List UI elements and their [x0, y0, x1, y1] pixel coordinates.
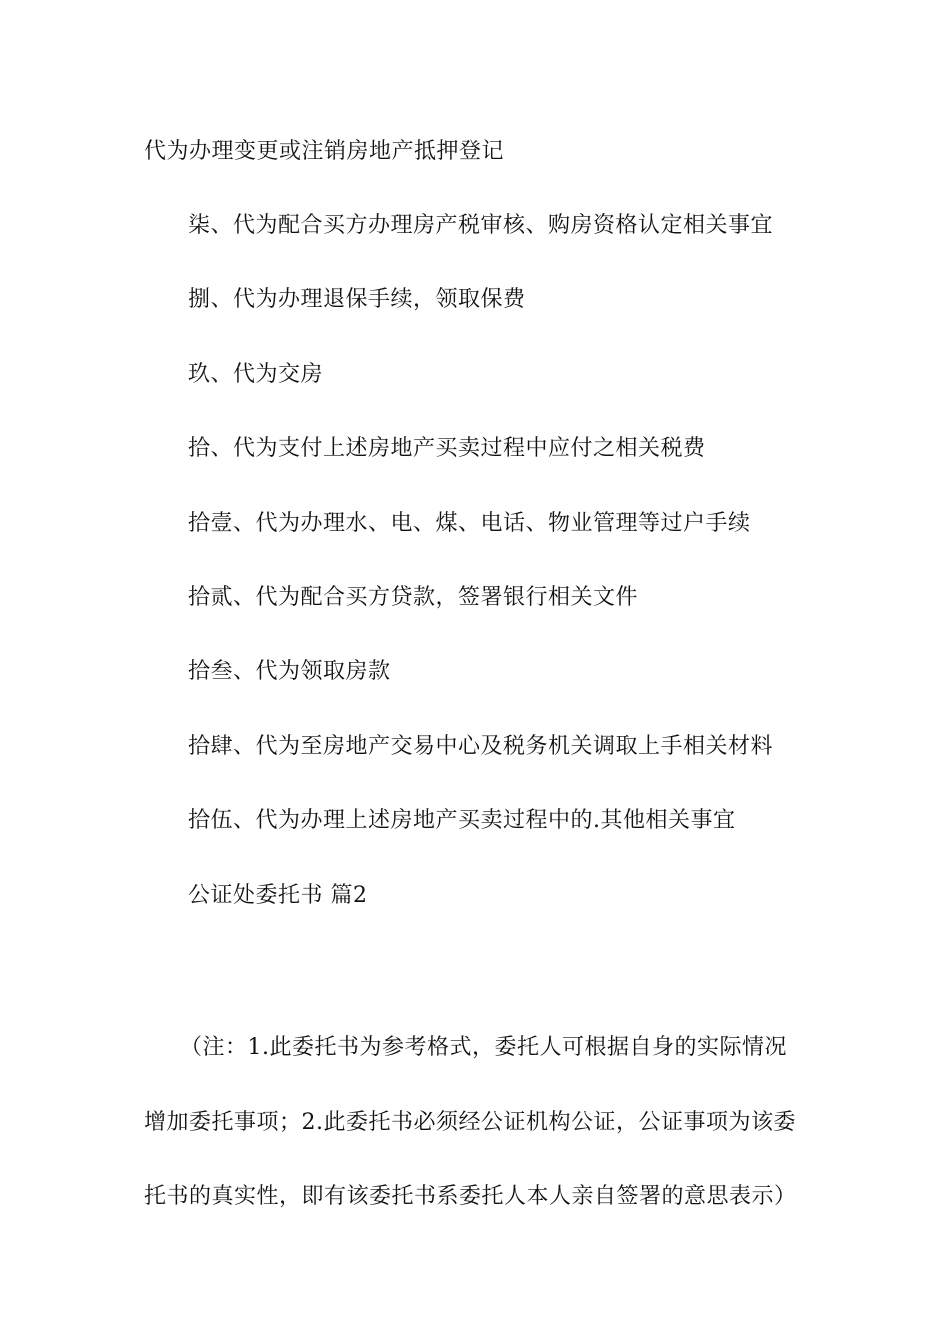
list-item-7: 柒、代为配合买方办理房产税审核、购房资格认定相关事宜: [188, 213, 774, 238]
list-item-12: 拾贰、代为配合买方贷款，签署银行相关文件: [188, 585, 639, 610]
note-line-1: （注：1.此委托书为参考格式，委托人可根据自身的实际情况: [180, 1035, 787, 1060]
note-line-2: 增加委托事项；2.此委托书必须经公证机构公证，公证事项为该委: [144, 1110, 796, 1135]
note-line-3: 托书的真实性，即有该委托书系委托人本人亲自签署的意思表示）: [144, 1184, 797, 1209]
section-heading: 公证处委托书 篇2: [188, 883, 368, 908]
list-item-8: 捌、代为办理退保手续，领取保费: [188, 287, 526, 312]
list-item-13: 拾叁、代为领取房款: [188, 659, 391, 684]
list-item-14: 拾肆、代为至房地产交易中心及税务机关调取上手相关材料: [188, 734, 774, 759]
list-item-15: 拾伍、代为办理上述房地产买卖过程中的.其他相关事宜: [188, 808, 736, 833]
list-item-10: 拾、代为支付上述房地产买卖过程中应付之相关税费: [188, 436, 706, 461]
list-item-11: 拾壹、代为办理水、电、煤、电话、物业管理等过户手续: [188, 511, 751, 536]
paragraph-continuation: 代为办理变更或注销房地产抵押登记: [144, 139, 505, 164]
list-item-9: 玖、代为交房: [188, 362, 324, 387]
